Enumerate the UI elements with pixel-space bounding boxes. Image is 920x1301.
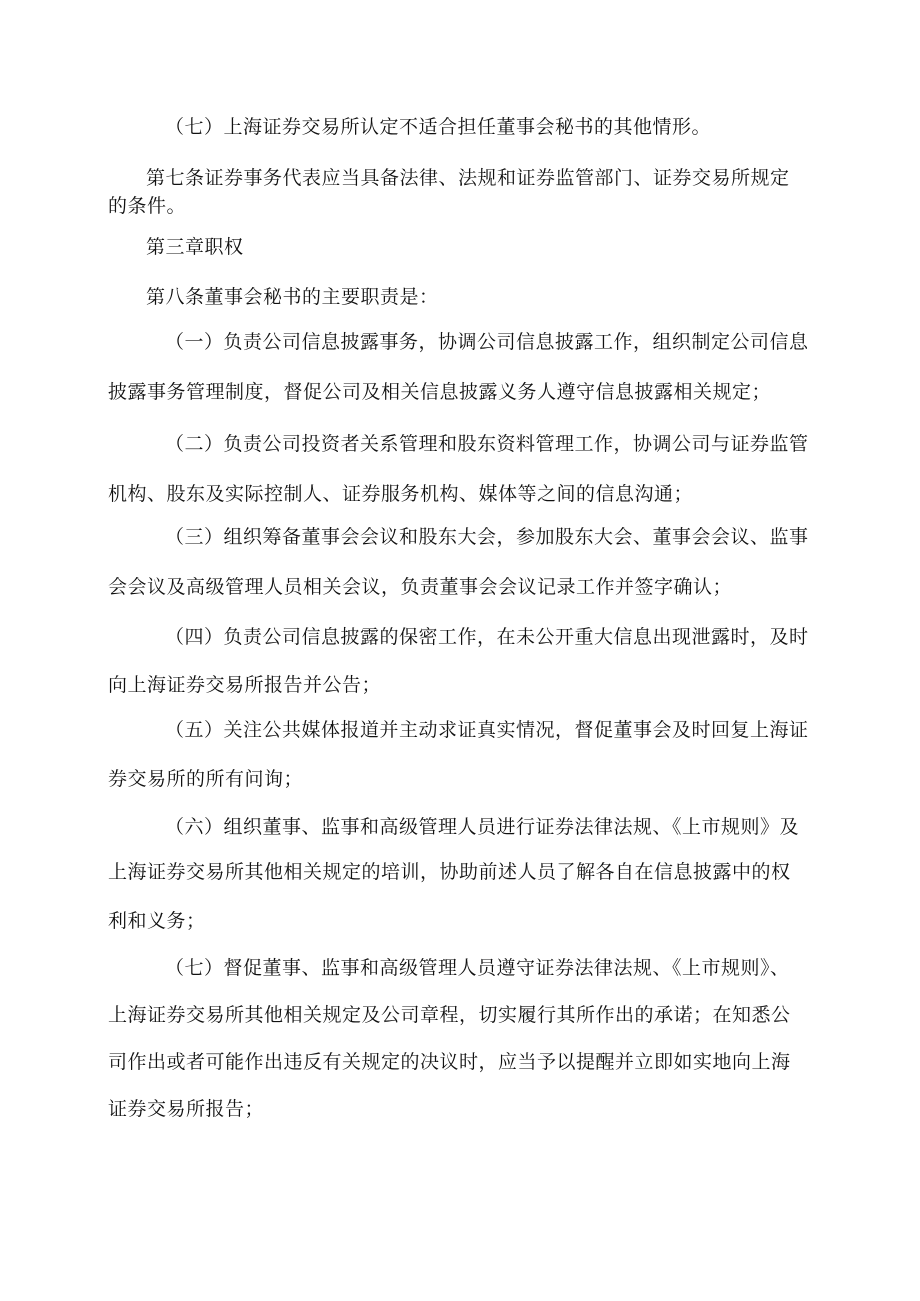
item-7-clause-6: （七）上海证券交易所认定不适合担任董事会秘书的其他情形。 <box>165 116 712 138</box>
duty-1-line-2: 披露事务管理制度，督促公司及相关信息披露义务人遵守信息披露相关规定； <box>108 381 772 403</box>
duty-6-line-3: 利和义务； <box>108 910 206 932</box>
duty-7-line-1: （七）督促董事、监事和高级管理人员遵守证券法律法规、《上市规则》、 <box>165 957 790 979</box>
duty-5-line-2: 券交易所的所有问询； <box>108 768 304 790</box>
article-7-line-1: 第七条证券事务代表应当具备法律、法规和证券监管部门、证券交易所规定 <box>146 167 790 189</box>
duty-7-line-4: 证券交易所报告； <box>108 1098 265 1120</box>
duty-4-line-1: （四）负责公司信息披露的保密工作，在未公开重大信息出现泄露时，及时 <box>165 626 809 648</box>
article-7-line-2: 的条件。 <box>108 195 187 217</box>
duty-5-line-1: （五）关注公共媒体报道并主动求证真实情况，督促董事会及时回复上海证 <box>165 719 809 741</box>
article-8-intro: 第八条董事会秘书的主要职责是： <box>146 286 439 308</box>
duty-2-line-1: （二）负责公司投资者关系管理和股东资料管理工作，协调公司与证券监管 <box>165 433 809 455</box>
duty-7-line-2: 上海证券交易所其他相关规定及公司章程，切实履行其所作出的承诺；在知悉公 <box>108 1004 791 1026</box>
duty-4-line-2: 向上海证券交易所报告并公告； <box>108 674 382 696</box>
duty-6-line-2: 上海证券交易所其他相关规定的培训，协助前述人员了解各自在信息披露中的权 <box>108 861 791 883</box>
duty-2-line-2: 机构、股东及实际控制人、证券服务机构、媒体等之间的信息沟通； <box>108 483 694 505</box>
duty-6-line-1: （六）组织董事、监事和高级管理人员进行证券法律法规、《上市规则》及 <box>165 816 800 838</box>
duty-3-line-2: 会会议及高级管理人员相关会议，负责董事会会议记录工作并签字确认； <box>108 576 733 598</box>
chapter-3-heading: 第三章职权 <box>146 236 244 258</box>
duty-1-line-1: （一）负责公司信息披露事务，协调公司信息披露工作，组织制定公司信息 <box>165 331 809 353</box>
duty-7-line-3: 司作出或者可能作出违反有关规定的决议时，应当予以提醒并立即如实地向上海 <box>108 1051 791 1073</box>
duty-3-line-1: （三）组织筹备董事会会议和股东大会，参加股东大会、董事会会议、监事 <box>165 526 809 548</box>
